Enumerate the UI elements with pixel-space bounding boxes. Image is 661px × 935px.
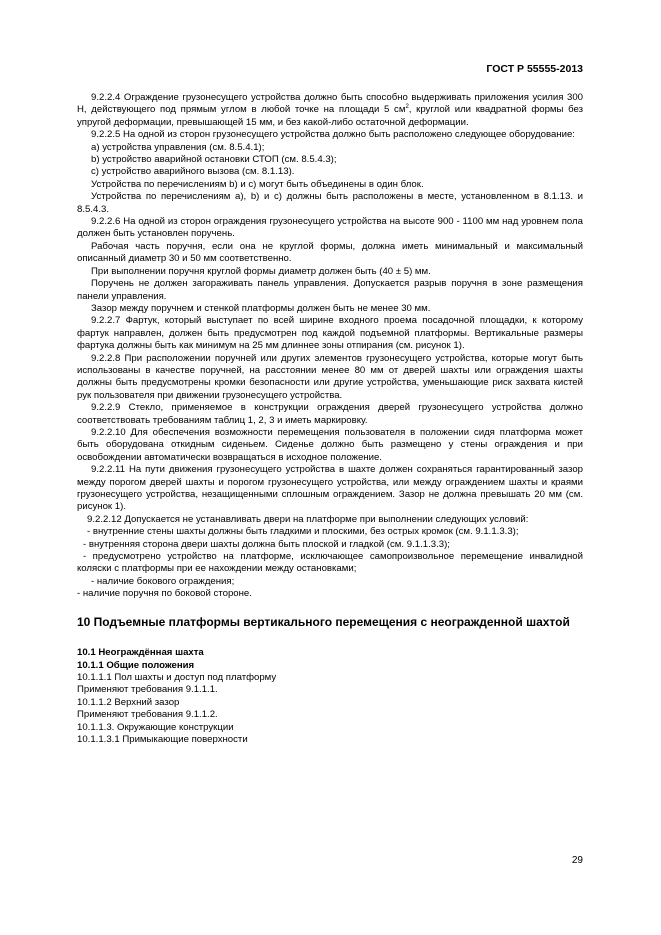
paragraph-9-2-2-9: 9.2.2.9 Стекло, применяемое в конструкции ограждения дверей грузонесущего устройства должно соответствовать требованиям таблиц 1, 2, 3 и иметь маркировку. (77, 402, 583, 426)
subsection-10-1-1-3: 10.1.1.3. Окружающие конструкции (77, 721, 234, 733)
subsection-10-1-1-1: 10.1.1.1 Пол шахты и доступ под платформу (77, 671, 277, 683)
paragraph-9-2-2-8: 9.2.2.8 При расположении поручней или других элементов грузонесущего устройства, которые могут быть использованы в качестве поручней, на расстоянии менее 80 мм от дверей шахты или ограждения шахты должны быть предусмотрены кромки безопасности или другие устройства, уменьшающие риск захвата кистей рук пользователя при движении грузонесущего устройства. (77, 352, 583, 401)
paragraph-handrail-shape: Рабочая часть поручня, если она не круглой формы, должна иметь минимальный и максимальный описанный диаметр 30 и 50 мм соответственно. (77, 240, 583, 265)
paragraph-note-location: Устройства по перечислениям a), b) и c) должны быть расположены в месте, установленном в 8.1.13. и 8.5.4.3. (77, 191, 583, 215)
requirement-9-1-1-1: Применяют требования 9.1.1.1. (77, 684, 218, 696)
paragraph-handrail-gap: Зазор между поручнем и стенкой платформы должен быть не менее 30 мм. (91, 302, 431, 314)
paragraph-9-2-2-6: 9.2.2.6 На одной из сторон ограждения грузонесущего устройства на высоте 900 - 1100 мм над уровнем пола должен быть установлен поручень. (77, 216, 583, 240)
list-item-b: b) устройство аварийной остановки СТОП (см. 8.5.4.3); (91, 154, 337, 166)
paragraph-9-2-2-11: 9.2.2.11 На пути движения грузонесущего устройства в шахте должен сохраняться гарантированный зазор между порогом дверей шахты и порогом грузонесущего устройства, или между ограждением шахты и краями грузонесущего устройства, незащищенными сплошным ограждением. Зазор не должна превышать 20 мм (см. рисунок 1). (77, 464, 583, 513)
requirement-9-1-1-2: Применяют требования 9.1.1.2. (77, 709, 218, 721)
paragraph-9-2-2-10: 9.2.2.10 Для обеспечения возможности перемещения пользователя в положении сидя платформа может быть оборудована откидным сиденьем. Сиденье должно быть размещено у стены ограждения и при освобождении автоматически возвращаться в исходное положение. (77, 426, 583, 463)
condition-door: - внутренняя сторона двери шахты должна быть плоской и гладкой (см. 9.1.1.3.3); (83, 538, 450, 550)
page-number: 29 (571, 855, 583, 866)
condition-side-barrier: - наличие бокового ограждения; (91, 575, 235, 587)
paragraph-9-2-2-4: 9.2.2.4 Ограждение грузонесущего устройства должно быть способно выдерживать приложения усилия 300 Н, действующего под прямым углом в любой точке на площади 5 $см^2$, круглой или квадратной формы без упругой деформации, превышающей 15 мм, и без какой-либо остаточной деформации. (77, 92, 584, 128)
subsection-10-1-1-2: 10.1.1.2 Верхний зазор (77, 696, 180, 708)
subsection-10-1: 10.1 Неограждённая шахта (77, 647, 204, 659)
list-item-c: c) устройство аварийного вызова (см. 8.1.13). (91, 166, 295, 178)
condition-walls: - внутренние стены шахты должны быть гладкими и плоскими, без острых кромок (см. 9.1.1.3.3); (87, 526, 519, 538)
paragraph-9-2-2-12: 9.2.2.12 Допускается не устанавливать двери на платформе при выполнении следующих условий: (87, 513, 529, 525)
paragraph-9-2-2-7: 9.2.2.7 Фартук, который выступает по всей ширине входного проема посадочной площадки, к которому фартук направлен, должен быть предусмотрен под каждой подъемной платформы. Вертикальные размеры фартука должны быть как минимум на 25 мм длиннее зоны отпирания (см. рисунок 1). (77, 315, 583, 352)
section-title: 10 Подъемные платформы вертикального перемещения с неогражденной шахтой (77, 614, 570, 629)
condition-side-handrail: - наличие поручня по боковой стороне. (77, 588, 252, 600)
subsection-10-1-1: 10.1.1 Общие положения (77, 659, 195, 671)
list-item-a: a) устройства управления (см. 8.5.4.1); (91, 141, 265, 153)
document-body (77, 92, 583, 746)
paragraph-note-combine: Устройства по перечислениям b) и c) могут быть объединены в один блок. (91, 178, 424, 190)
subsection-10-1-1-3-1: 10.1.1.3.1 Примыкающие поверхности (77, 734, 248, 745)
paragraph-handrail-diameter: При выполнении поручня круглой формы диаметр должен быть (40 ± 5) мм. (91, 265, 431, 277)
condition-wheelchair: - предусмотрено устройство на платформе, исключающее самопроизвольное перемещение инвалидной коляски с платформы при ее нахождении между остановками; (77, 551, 583, 575)
paragraph-handrail-panel: Поручень не должен загораживать панель управления. Допускается разрыв поручня в зоне размещения панели управления. (77, 278, 583, 302)
paragraph-9-2-2-5: 9.2.2.5 На одной из сторон грузонесущего устройства должно быть расположено следующее оборудование: (91, 129, 575, 141)
document-id: ГОСТ Р 55555-2013 (486, 63, 583, 75)
